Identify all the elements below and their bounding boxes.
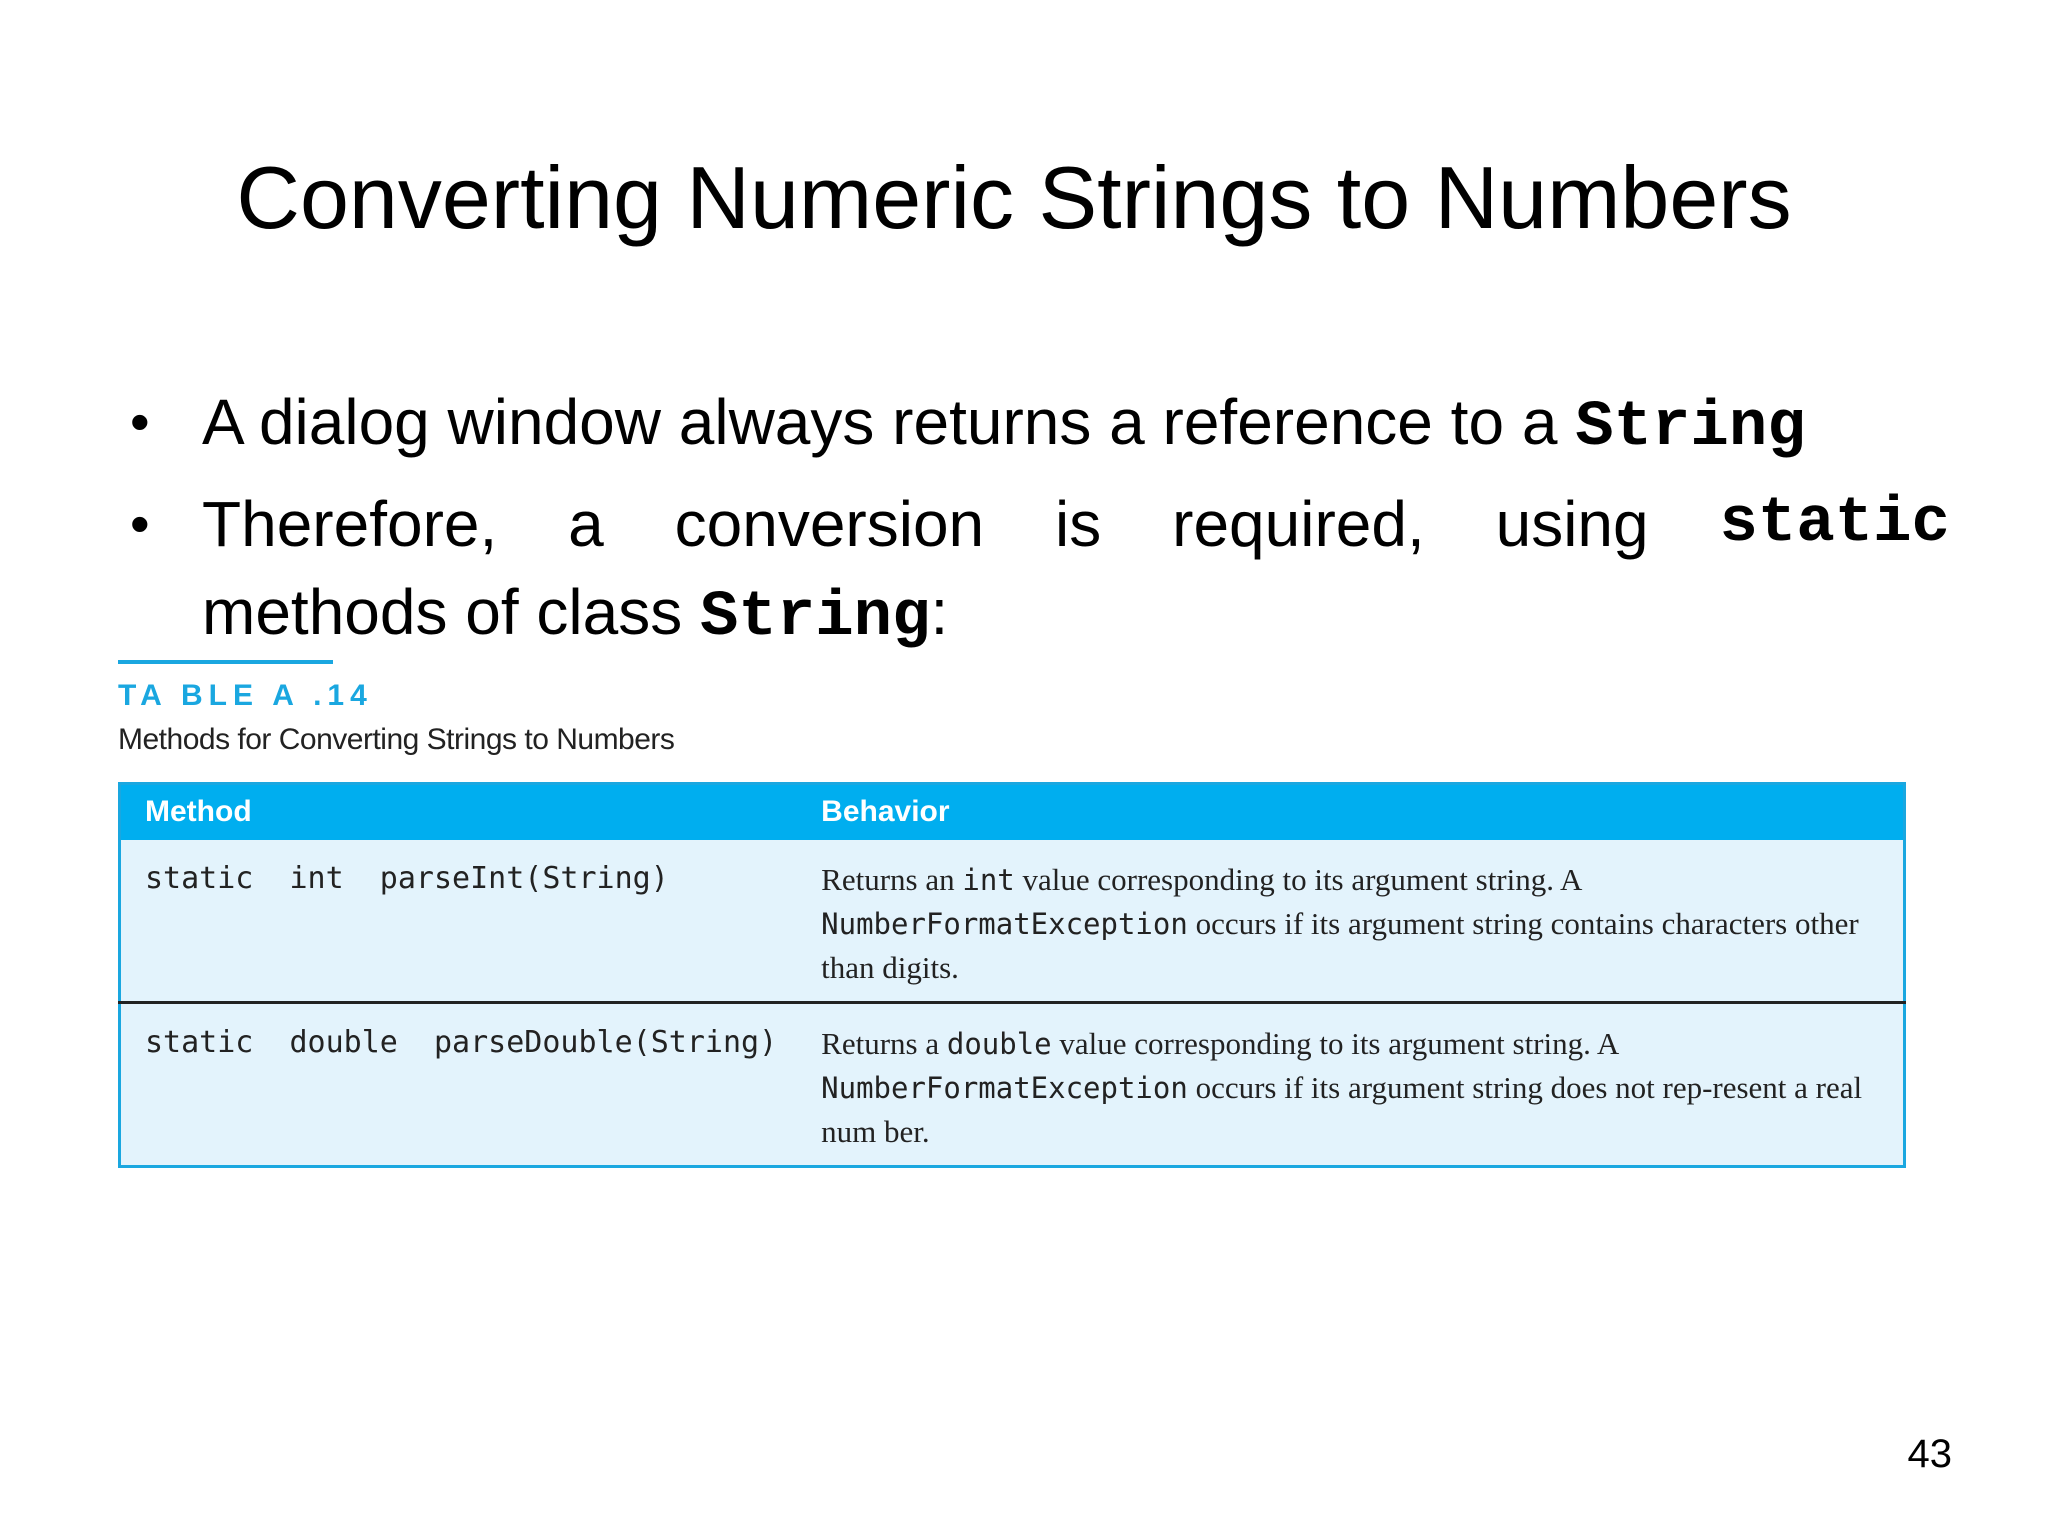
behavior-code: int: [962, 862, 1015, 897]
bullet-word: required,: [1172, 488, 1425, 560]
methods-table: [118, 782, 1906, 1168]
behavior-text: occurs if its argument string does not rep-resent a real num ber.: [821, 1069, 1863, 1149]
behavior-code: double: [946, 1026, 1052, 1061]
bullet-code: static: [1719, 488, 1950, 560]
behavior-text: value corresponding to its argument string. A: [1051, 1025, 1620, 1061]
bullet-text: A dialog window always returns a reference to a: [202, 386, 1576, 458]
bullet-word: conversion: [674, 488, 985, 560]
bullet-word: using: [1495, 488, 1649, 560]
table-rule: [118, 660, 333, 664]
behavior-text: Returns a: [821, 1025, 947, 1061]
methods-table-figure: [118, 660, 1906, 1168]
behavior-code: NumberFormatException: [821, 906, 1188, 941]
bullet-dot-icon: •: [130, 492, 150, 555]
slide-title: Converting Numeric Strings to Numbers: [236, 148, 1792, 247]
table-row: [120, 1002, 1905, 1166]
column-header-method: Method: [120, 784, 802, 840]
bullet-code: String: [1575, 392, 1806, 464]
bullet-item: [120, 378, 1950, 472]
bullet-list: [120, 378, 1950, 662]
bullet-dot-icon: •: [130, 390, 150, 453]
table-header-row: [120, 784, 1905, 840]
bullet-line: [202, 568, 1950, 662]
method-cell: static double parseDouble(String): [120, 1002, 802, 1166]
bullet-word: Therefore,: [202, 488, 498, 560]
page-number: 43: [1907, 1432, 1952, 1476]
table-row: [120, 840, 1905, 1003]
column-header-behavior: Behavior: [801, 784, 1904, 840]
table-label: TA BLE A .14: [118, 679, 373, 712]
bullet-code: String: [700, 582, 931, 654]
behavior-code: NumberFormatException: [821, 1070, 1188, 1105]
behavior-text: occurs if its argument string contains characters other than digits.: [821, 905, 1859, 985]
table-caption: Methods for Converting Strings to Numbers: [118, 723, 675, 756]
behavior-cell: [801, 840, 1904, 1003]
method-cell: static int parseInt(String): [120, 840, 802, 1003]
bullet-item: [120, 480, 1950, 662]
bullet-word: is: [1055, 488, 1102, 560]
behavior-text: value corresponding to its argument string. A: [1014, 861, 1583, 897]
bullet-word: a: [568, 488, 604, 560]
bullet-text: :: [930, 576, 949, 648]
bullet-text: methods of class: [202, 576, 700, 648]
behavior-text: Returns an: [821, 861, 963, 897]
bullet-line: [202, 480, 1950, 568]
behavior-cell: [801, 1002, 1904, 1166]
